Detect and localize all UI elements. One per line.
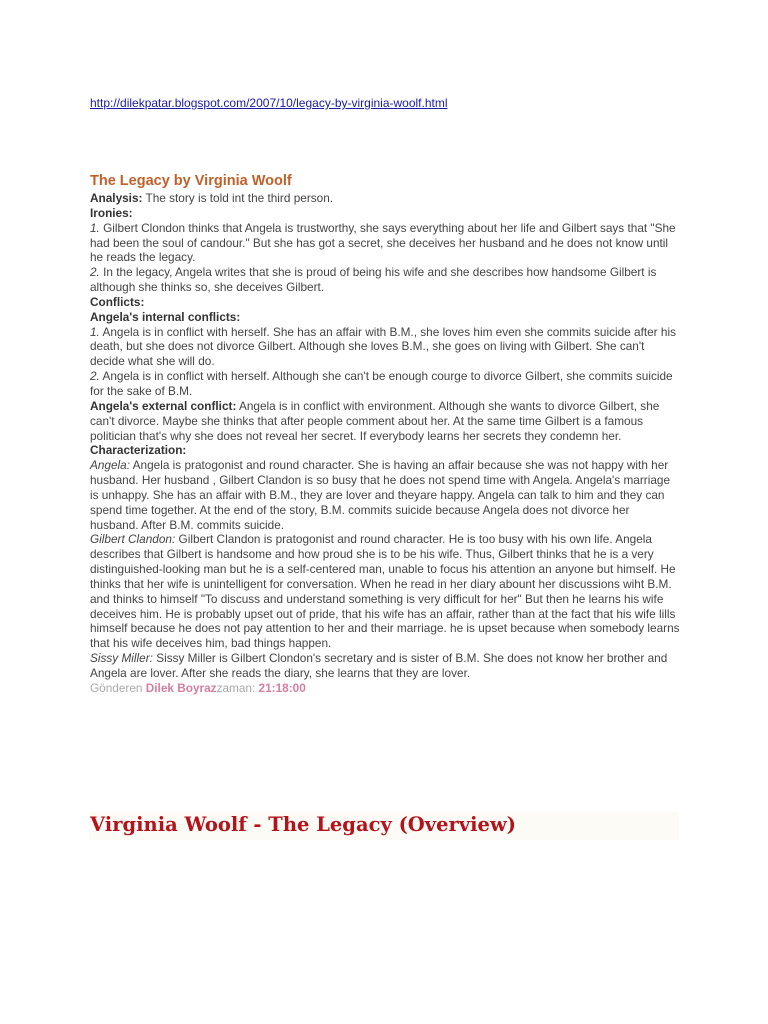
internal-2-text: Angela is in conflict with herself. Although she can't be enough courge to divorce Gilbert, she commits suicide for the sake of B.M. — [90, 369, 673, 398]
external-conflict-paragraph — [90, 399, 680, 444]
external-conflict-label: Angela's external conflict: — [90, 398, 237, 413]
irony-item-2 — [90, 265, 680, 295]
sissy-text: Sissy Miller is Gilbert Clondon's secretary and is sister of B.M. She does not know her brother and Angela are lover. After she reads the diary, she learns that they are lover. — [90, 651, 668, 680]
character-angela — [90, 458, 680, 532]
internal-1-number: 1. — [90, 324, 100, 339]
internal-conflicts-label: Angela's internal conflicts: — [90, 309, 241, 324]
footer-prefix: Gönderen — [90, 680, 146, 695]
footer-author-link[interactable]: Dilek Boyraz — [145, 680, 217, 695]
overview-title: Virginia Woolf - The Legacy (Overview) — [90, 813, 516, 836]
conflicts-heading — [90, 295, 680, 310]
ironies-label: Ironies: — [90, 205, 133, 220]
irony-2-number: 2. — [90, 265, 100, 280]
analysis-text: The story is told int the third person. — [142, 191, 334, 205]
character-gilbert — [90, 532, 680, 651]
blog-post — [90, 172, 680, 696]
character-sissy — [90, 651, 680, 681]
irony-item-1 — [90, 221, 680, 266]
post-footer — [90, 681, 680, 696]
internal-conflict-item-1 — [90, 325, 680, 370]
source-url-link[interactable]: http://dilekpatar.blogspot.com/2007/10/legacy-by-virginia-woolf.html — [90, 96, 448, 110]
external-conflict-text: Angela is in conflict with environment. Although she wants to divorce Gilbert, she can't divorce. Maybe she thinks that after people comment about her. At the same time Gilbert is a famous politician that's why she does not reveal her secret. If everybody learns her secrets they condemn her. — [90, 398, 660, 443]
conflicts-label: Conflicts: — [90, 294, 145, 309]
ironies-heading — [90, 206, 680, 221]
internal-1-text: Angela is in conflict with herself. She has an affair with B.M., she loves him even she commits suicide after his death, but she does not divorce Gilbert. Although she loves B.M., she goes on living with Gilbert. She can't decide what she will do. — [90, 324, 676, 369]
characterization-label: Characterization: — [90, 443, 187, 458]
internal-conflicts-heading — [90, 310, 680, 325]
angela-label: Angela: — [90, 458, 131, 473]
internal-2-number: 2. — [90, 369, 100, 384]
gilbert-text: Gilbert Clandon is pratogonist and round character. He is too busy with his own life. Angela describes that Gilbert is handsome and how proud she is to be his wife. Thus, Gilbert thinks that he is a very distinguished-looking man but he is a self-centered man, unable to focus his attention an anyone but himself. He thinks that her wife is unintelligent for conversation. When he read in her diary abount her discussions wiht B.M. and thinks to himself "To discuss and understand something is very difficult for her" But then he learns his wife deceives him. He is probably upset out of pride, that his wife has an affair, rather than at the fact that his wife lills himself because he does not pay attention to her and their marriage. he is upset because when somebody learns that his wife deceives him, bad things happen. — [90, 532, 680, 651]
post-title: The Legacy by Virginia Woolf — [90, 173, 292, 189]
irony-2-text: In the legacy, Angela writes that she is proud of being his wife and she describes how handsome Gilbert is although she thinks so, she deceives Gilbert. — [90, 265, 657, 295]
sissy-label: Sissy Miller: — [90, 651, 153, 666]
analysis-label: Analysis: — [90, 191, 143, 205]
gilbert-label: Gilbert Clandon: — [90, 532, 176, 547]
irony-1-text: Gilbert Clondon thinks that Angela is trustworthy, she says everything about her life and Gilbert says that "She had been the soul of candour." But she has got a secret, she deceives her husband and he does not know until he reads the legacy. — [90, 220, 676, 265]
irony-1-number: 1. — [90, 220, 100, 235]
footer-time-link[interactable]: 21:18:00 — [258, 680, 306, 695]
internal-conflict-item-2 — [90, 369, 680, 399]
footer-mid: zaman: — [216, 680, 259, 695]
analysis-paragraph — [90, 191, 680, 206]
angela-text: Angela is pratogonist and round character. She is having an affair because she was not happy with her husband. Her husband , Gilbert Clandon is so busy that he does not spend time with Angela. Angela's marriage is unhappy. She has an affair with B.M., they are lover and theyare happy. Angela can talk to him and they can spend time together. At the end of the story, B.M. commits suicide because Angela does not divorce her husband. After B.M. commits suicide. — [90, 458, 670, 532]
characterization-heading — [90, 443, 680, 458]
